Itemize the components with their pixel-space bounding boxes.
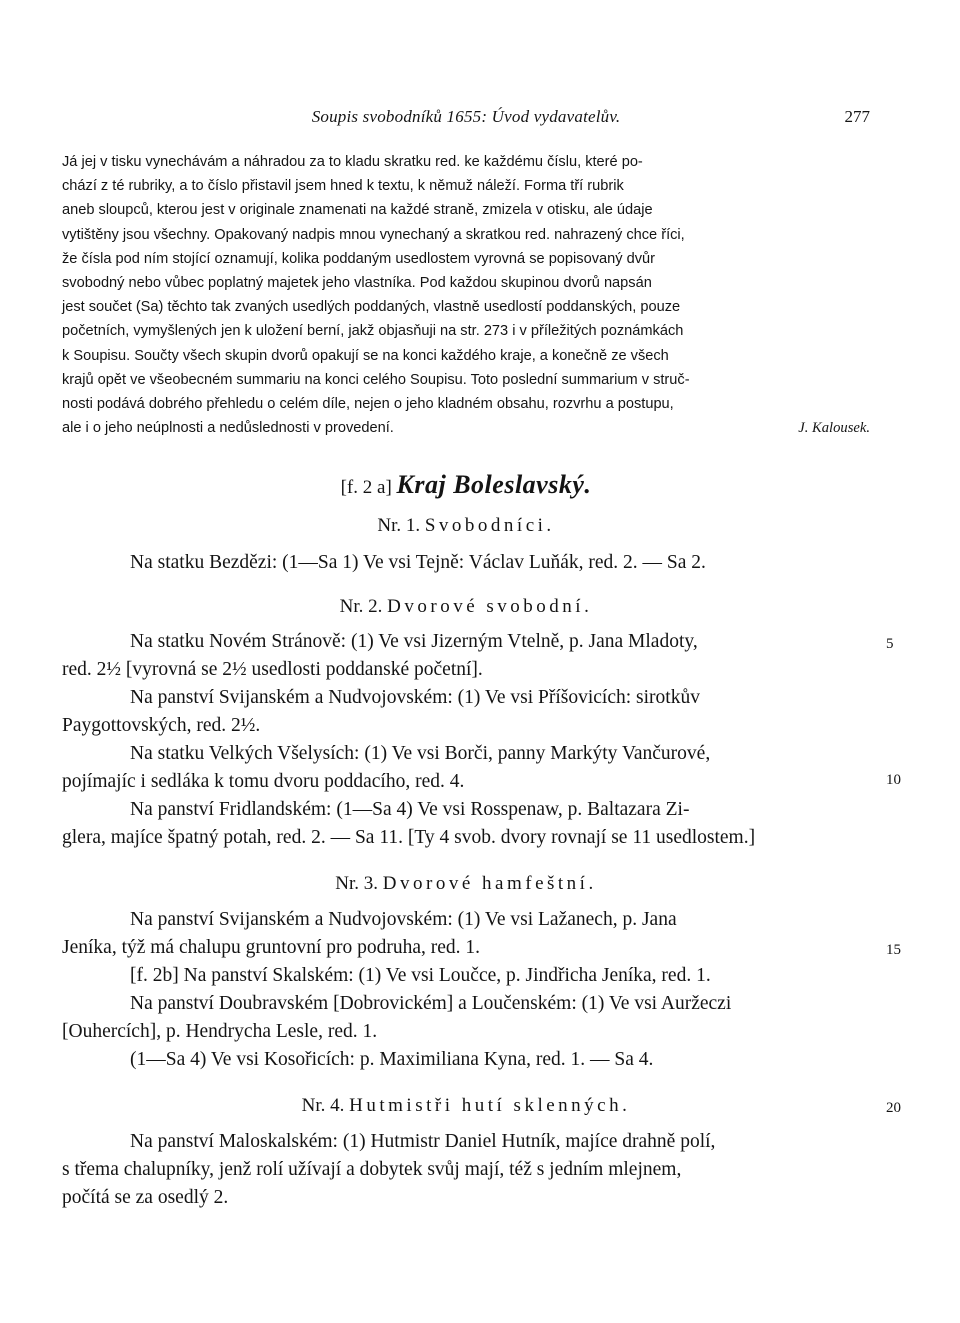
entry-line: Na panství Fridlandském: (1—Sa 4) Ve vsi Rosspenaw, p. Baltazara Zi- — [130, 799, 690, 820]
entry — [62, 906, 870, 1074]
line-number: 15 — [886, 942, 901, 958]
entry-line: pojímajíc i sedláka k tomu dvoru poddacího, red. 4. — [62, 771, 465, 792]
entry-line: Na panství Doubravském [Dobrovickém] a Loučenském: (1) Ve vsi Auržeczi — [130, 993, 732, 1014]
entry — [62, 628, 870, 852]
page-header — [62, 107, 870, 133]
entry-line: [f. 2b] Na panství Skalském: (1) Ve vsi Loučce, p. Jindřicha Jeníka, red. 1. — [130, 965, 711, 986]
intro-line: ale i o jeho neúplnosti a nedůslednosti v provedení. — [62, 420, 394, 437]
running-title: Soupis svobodníků 1655: Úvod vydavatelův. — [311, 107, 621, 126]
section-title: Dvorové hamfeštní. — [382, 873, 597, 894]
entry-line: Na statku Bezdězi: (1—Sa 1) Ve vsi Tejně: Václav Luňák, red. 2. — Sa 2. — [130, 552, 706, 573]
section-number: Nr. 1. — [377, 515, 421, 536]
intro-line: nosti podává dobrého přehledu o celém díle, nejen o jeho kladném obsahu, rozvrhu a postupu, — [62, 396, 674, 413]
intro-line: svobodný nebo vůbec poplatný majetek jeho vlastníka. Pod každou skupinou dvorů napsán — [62, 275, 652, 292]
entry — [62, 1128, 870, 1212]
entry-line: Jeníka, týž má chalupu gruntovní pro podruha, red. 1. — [62, 937, 481, 958]
intro-line: jest součet (Sa) těchto tak zvaných usedlých poddaných, vlastně usedlostí poddanských, pouze — [62, 299, 681, 316]
entry-line: Na panství Maloskalském: (1) Hutmistr Daniel Hutník, majíce drahně polí, — [130, 1131, 716, 1152]
region-name: Kraj Boleslavský. — [396, 470, 592, 499]
entry-line: [Ouhercích], p. Hendrycha Lesle, red. 1. — [62, 1021, 378, 1042]
entry-line: red. 2½ [vyrovná se 2½ usedlosti poddanské početní]. — [62, 659, 483, 680]
intro-line: k Soupisu. Součty všech skupin dvorů opakují se na konci každého kraje, a konečně ze všech — [62, 347, 669, 364]
intro-line: Já jej v tisku vynechávám a náhradou za to kladu skratku red. ke každému číslu, které po- — [62, 154, 643, 170]
entry-line: glera, majíce špatný potah, red. 2. — Sa 11. [Ty 4 svob. dvory rovnají se 11 usedlostem.] — [62, 827, 756, 848]
section-title: Svobodníci. — [424, 515, 555, 536]
intro-line: aneb sloupců, kterou jest v originale znamenati na každé straně, zmizela v otisku, ale údaje — [62, 202, 653, 219]
section-heading — [62, 873, 870, 895]
intro-line: chází z té rubriky, a to číslo přistavil jsem hned k textu, k němuž náleží. Forma tří rubrik — [62, 178, 624, 195]
entry-line: Paygottovských, red. 2½. — [62, 715, 261, 736]
folio-marker: [f. 2 a] — [340, 477, 392, 498]
section-title: Dvorové svobodní. — [387, 596, 593, 617]
line-number: 10 — [886, 772, 901, 788]
line-number: 20 — [886, 1100, 901, 1116]
section-number: Nr. 4. — [301, 1095, 345, 1116]
entry-line: Na statku Velkých Všelysích: (1) Ve vsi Borči, panny Markýty Vančurové, — [130, 743, 711, 764]
section-heading — [62, 1095, 870, 1117]
intro-line: že čísla pod ním stojící oznamují, kolika poddaným usedlostem vyrovná se popisovaný dvůr — [62, 250, 655, 267]
section-number: Nr. 3. — [335, 873, 379, 894]
line-number: 5 — [886, 636, 894, 652]
section-heading — [62, 596, 870, 618]
intro-line: krajů opět ve všeobecném summariu na konci celého Soupisu. Toto poslední summarium v struč- — [62, 371, 690, 388]
section-number: Nr. 2. — [339, 596, 383, 617]
intro-line: početních, vymyšlených jen k uložení berní, jakž objasňuji na str. 273 i v příležitých poznámkách — [62, 323, 684, 340]
entry-line: (1—Sa 4) Ve vsi Kosořicích: p. Maximiliana Kyna, red. 1. — Sa 4. — [130, 1049, 654, 1070]
section-title: Hutmistři hutí sklenných. — [349, 1095, 631, 1116]
signature: J. Kalousek. — [798, 420, 870, 437]
entry — [62, 549, 870, 577]
entry-line: Na panství Svijanském a Nudvojovském: (1) Ve vsi Příšovicích: sirotkův — [130, 687, 700, 708]
section-heading — [62, 515, 870, 537]
intro-line: vytištěny jsou všechny. Opakovaný nadpis mnou vynechaný a skratkou red. nahrazený chce říci, — [62, 226, 685, 243]
entry-line: Na panství Svijanském a Nudvojovském: (1) Ve vsi Lažanech, p. Jana — [130, 909, 677, 930]
region-heading — [62, 470, 870, 500]
entry-line: počítá se za osedlý 2. — [62, 1187, 229, 1208]
entry-line: Na statku Novém Stránově: (1) Ve vsi Jizerným Vtelně, p. Jana Mladoty, — [130, 631, 698, 652]
intro-paragraph — [62, 150, 870, 441]
page-number: 277 — [844, 107, 870, 126]
entry-line: s třema chalupníky, jenž rolí užívají a dobytek svůj mají, též s jedním mlejnem, — [62, 1159, 682, 1180]
